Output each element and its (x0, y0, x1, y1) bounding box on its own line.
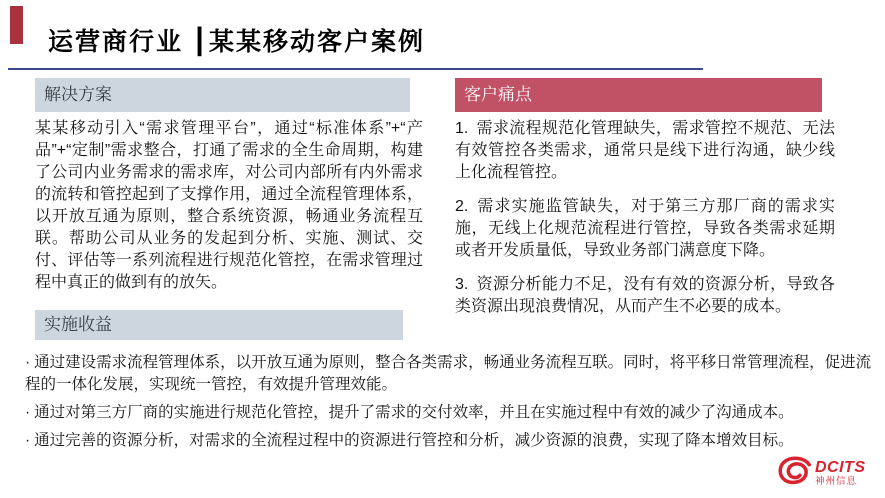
solution-section-header: 解决方案 (35, 78, 410, 112)
pain-point-number: 1. (455, 120, 469, 137)
title-accent-bar (10, 6, 23, 44)
benefit-item (25, 402, 883, 424)
dcits-logo (778, 453, 878, 493)
pain-point-text: 需求流程规范化管理缺失，需求管控不规范、无法有效管控各类需求，通常只是线下进行沟通，缺少线上化流程管控。 (455, 120, 835, 181)
benefits-list (25, 352, 883, 458)
title-underline (8, 68, 703, 70)
dcits-swirl-icon (778, 454, 812, 493)
benefit-text: 通过建设需求流程管理体系，以开放互通为原则，整合各类需求，畅通业务流程互联。同时，将平移日常管理流程，促进流程的一体化发展，实现统一管控，有效提升管理效能。 (25, 354, 872, 393)
page-title: 运营商行业 ┃某某移动客户案例 (48, 28, 425, 56)
benefit-item (25, 352, 883, 396)
benefit-text: 通过对第三方厂商的实施进行规范化管控，提升了需求的交付效率，并且在实施过程中有效的减少了沟通成本。 (34, 404, 794, 421)
pain-point-number: 2. (455, 198, 469, 215)
solution-body-text: 某某移动引入“需求管理平台”，通过“标准体系”+“产品”+“定制”需求整合，打通了需求的全生命周期，构建了公司内业务需求的需求库，对公司内部所有内外需求的流转和管控起到了支撑作用，通过全流程管理体系，以开放互通为原则，整合系统资源，畅通业务流程互联。帮助公司从业务的发起到分析、实施、测试、交付、评估等一系列流程进行规范化管控，在需求管理过程中真正的做到有的放矢。 (35, 120, 423, 291)
pain-point-item (455, 118, 835, 184)
pain-points-section-header: 客户痛点 (455, 78, 822, 112)
bullet-icon: · (25, 354, 31, 371)
pain-point-number: 3. (455, 276, 469, 293)
bullet-icon: · (25, 432, 31, 449)
pain-point-item (455, 196, 835, 262)
pain-point-text: 资源分析能力不足，没有有效的资源分析，导致各类资源出现浪费情况，从而产生不必要的成本。 (455, 276, 835, 315)
dcits-logo-text (815, 460, 866, 487)
benefits-section-header: 实施收益 (35, 310, 403, 340)
benefit-text: 通过完善的资源分析，对需求的全流程过程中的资源进行管控和分析，减少资源的浪费，实现了降本增效目标。 (34, 432, 794, 449)
pain-points-list (455, 118, 835, 330)
pain-point-text: 需求实施监管缺失，对于第三方那厂商的需求实施，无线上化规范流程进行管控，导致各类需求延期或者开发质量低，导致业务部门满意度下降。 (455, 198, 835, 259)
dcits-logo-name: DCITS (815, 458, 866, 476)
pain-point-item (455, 274, 835, 318)
bullet-icon: · (25, 404, 31, 421)
benefit-item (25, 430, 883, 452)
dcits-logo-subtitle: 神州信息 (815, 475, 858, 487)
